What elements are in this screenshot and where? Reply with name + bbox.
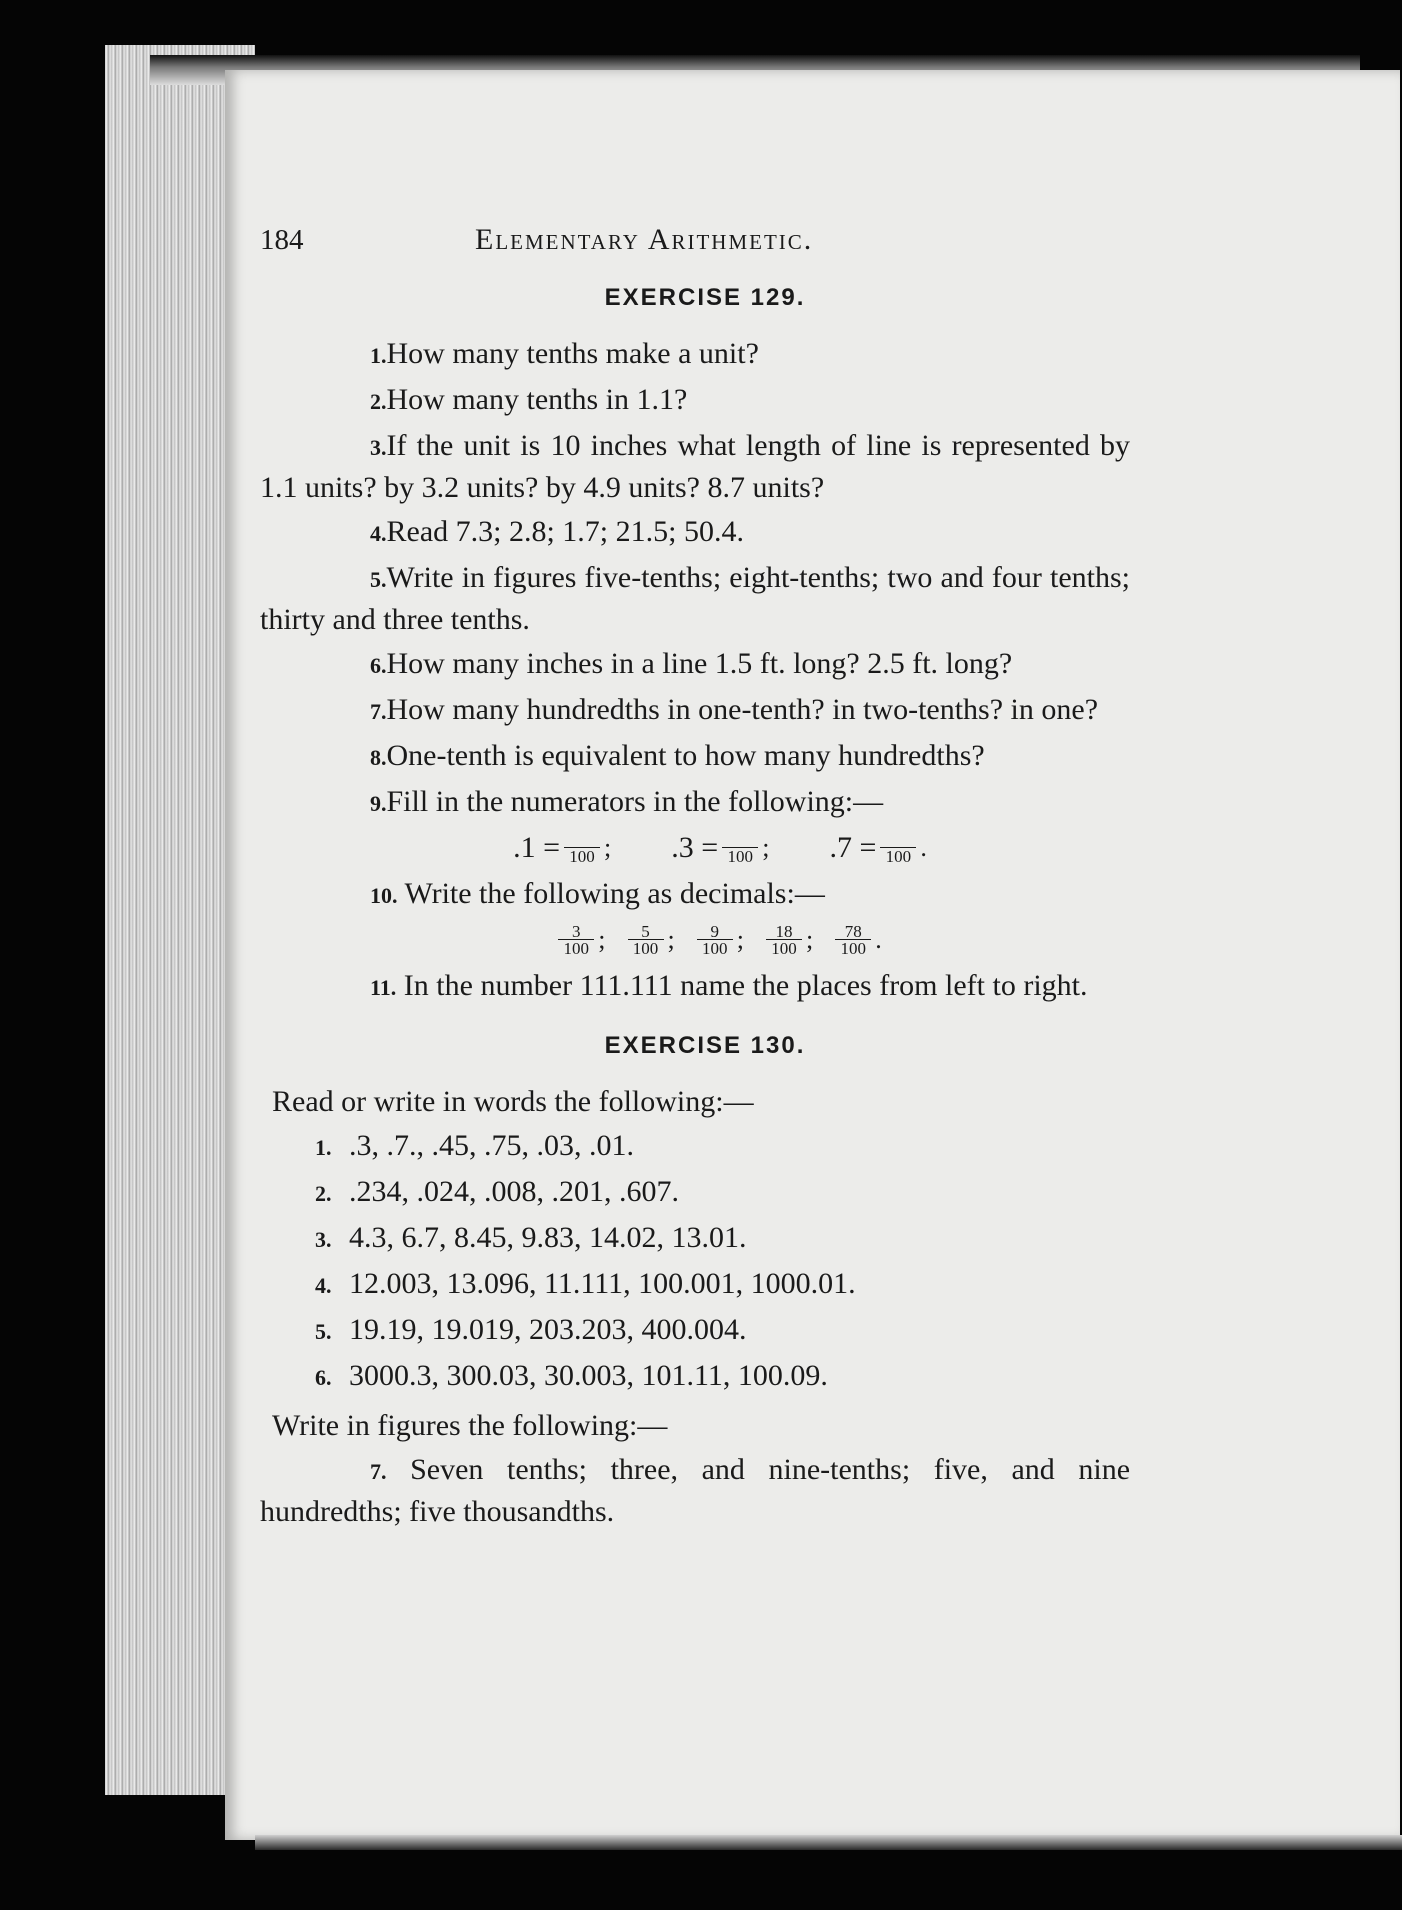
numerator-fill-row	[310, 828, 1130, 868]
problem-text: How many tenths in 1.1?	[386, 383, 688, 416]
problem-number: 1.	[370, 343, 387, 368]
decimal-list-row-2	[315, 1172, 1130, 1214]
running-head	[260, 220, 1130, 260]
problem-6	[260, 644, 1130, 686]
book-bottom-edge	[255, 1835, 1402, 1850]
separator: ;	[805, 925, 814, 954]
book-title: Elementary Arithmetic.	[475, 223, 814, 256]
fraction	[697, 923, 733, 958]
fraction	[628, 923, 664, 958]
problem-number: 3.	[315, 1227, 332, 1252]
fraction	[558, 923, 594, 958]
common-fraction	[766, 920, 813, 960]
problem-number: 10.	[370, 883, 398, 908]
problem-8	[260, 736, 1130, 778]
problem-130-7	[260, 1450, 1130, 1532]
exercise-130-heading: EXERCISE 130.	[604, 1032, 806, 1059]
fraction-equation	[513, 828, 611, 868]
problem-number: 2.	[370, 389, 387, 414]
problem-text: Read 7.3; 2.8; 1.7; 21.5; 50.4.	[386, 515, 744, 548]
separator: ;	[604, 833, 612, 862]
problem-4	[260, 512, 1130, 554]
blank-fraction	[722, 831, 758, 866]
decimal-list: .234, .024, .008, .201, .607.	[349, 1175, 679, 1208]
decimal-lhs: .1 =	[513, 831, 561, 864]
fraction	[766, 923, 802, 958]
blank-numerator	[722, 831, 758, 848]
problem-3	[260, 426, 1130, 508]
decimal-list: 12.003, 13.096, 11.111, 100.001, 1000.01.	[349, 1267, 856, 1300]
numerator: 78	[835, 923, 871, 940]
common-fraction	[628, 920, 675, 960]
problem-number: 8.	[370, 745, 387, 770]
problem-number: 6.	[370, 653, 387, 678]
decimal-list-row-4	[315, 1264, 1130, 1306]
problem-number: 4.	[315, 1273, 332, 1298]
decimal-list: .3, .7., .45, .75, .03, .01.	[349, 1129, 634, 1162]
problem-number: 9.	[370, 791, 387, 816]
problem-number: 7.	[370, 699, 387, 724]
denominator: 100	[569, 846, 595, 866]
problem-10	[260, 874, 1130, 916]
exercise-129-problems	[260, 334, 1130, 824]
common-fraction	[697, 920, 744, 960]
problem-text: In the number 111.111 name the places from left to right.	[403, 969, 1088, 1002]
problem-2	[260, 380, 1130, 422]
decimal-lhs: .7 =	[829, 831, 877, 864]
problem-text: How many hundredths in one-tenth? in two-tenths? in one?	[386, 693, 1099, 726]
decimal-fractions-row	[310, 920, 1130, 960]
problem-text: Fill in the numerators in the following:—	[386, 785, 884, 818]
decimal-list-row-5	[315, 1310, 1130, 1352]
separator: ;	[667, 925, 675, 954]
decimal-list: 19.19, 19.019, 203.203, 400.004.	[349, 1313, 747, 1346]
problem-5	[260, 558, 1130, 640]
denominator: 100	[702, 938, 728, 958]
denominator: 100	[885, 846, 912, 866]
problem-11	[260, 966, 1130, 1008]
exercise-129-heading: EXERCISE 129.	[604, 284, 806, 311]
problem-text: One-tenth is equivalent to how many hundredths?	[386, 739, 985, 772]
separator: ;	[598, 925, 606, 954]
problem-number: 7.	[370, 1459, 387, 1484]
problem-text: If the unit is 10 inches what length of line is represented by 1.1 units? by 3.2 units? by 4.9 units? 8.7 units?	[260, 429, 1130, 504]
problem-text: How many inches in a line 1.5 ft. long? 2.5 ft. long?	[386, 647, 1013, 680]
page-number: 184	[260, 224, 304, 256]
numerator: 5	[628, 923, 664, 940]
decimal-list: 4.3, 6.7, 8.45, 9.83, 14.02, 13.01.	[349, 1221, 747, 1254]
problem-number: 1.	[315, 1135, 332, 1160]
blank-numerator	[880, 831, 916, 848]
read-intro: Read or write in words the following:—	[272, 1085, 754, 1118]
problem-number: 4.	[370, 521, 387, 546]
denominator: 100	[727, 846, 753, 866]
fraction	[835, 923, 871, 958]
problem-number: 11.	[370, 975, 397, 1000]
problem-text: How many tenths make a unit?	[386, 337, 759, 370]
denominator: 100	[563, 938, 590, 958]
problem-number: 6.	[315, 1365, 332, 1390]
decimal-list-row-3	[315, 1218, 1130, 1260]
denominator: 100	[771, 938, 797, 958]
problem-7	[260, 690, 1130, 732]
common-fraction	[835, 920, 882, 960]
blank-fraction	[564, 831, 600, 866]
write-intro: Write in figures the following:—	[272, 1409, 668, 1442]
separator: .	[920, 833, 927, 862]
blank-numerator	[564, 831, 600, 848]
decimal-list: 3000.3, 300.03, 30.003, 101.11, 100.09.	[349, 1359, 828, 1392]
separator: ;	[762, 833, 770, 862]
blank-fraction	[880, 831, 916, 866]
common-fraction	[558, 920, 605, 960]
problem-text: Write the following as decimals:—	[404, 877, 825, 910]
problem-9	[260, 782, 1130, 824]
denominator: 100	[632, 938, 659, 958]
fraction-equation	[829, 828, 926, 868]
numerator: 9	[697, 923, 733, 940]
separator: .	[875, 925, 882, 954]
problem-text: Write in figures five-tenths; eight-tenths; two and four tenths; thirty and three tenths.	[260, 561, 1130, 636]
numerator: 18	[766, 923, 802, 940]
problem-text: Seven tenths; three, and nine-tenths; five, and nine hundredths; five thousandths.	[260, 1453, 1131, 1528]
separator: ;	[736, 925, 744, 954]
page-content	[260, 150, 1130, 1536]
decimal-list-row-1	[315, 1126, 1130, 1168]
exercise-130-rows	[260, 1126, 1130, 1398]
decimal-lhs: .3 =	[671, 831, 719, 864]
problem-number: 5.	[315, 1319, 332, 1344]
problem-number: 3.	[370, 435, 387, 460]
decimal-list-row-6	[315, 1356, 1130, 1398]
problem-number: 2.	[315, 1181, 332, 1206]
problem-number: 5.	[370, 567, 387, 592]
problem-1	[260, 334, 1130, 376]
denominator: 100	[840, 938, 866, 958]
fraction-equation	[671, 828, 769, 868]
numerator: 3	[558, 923, 594, 940]
